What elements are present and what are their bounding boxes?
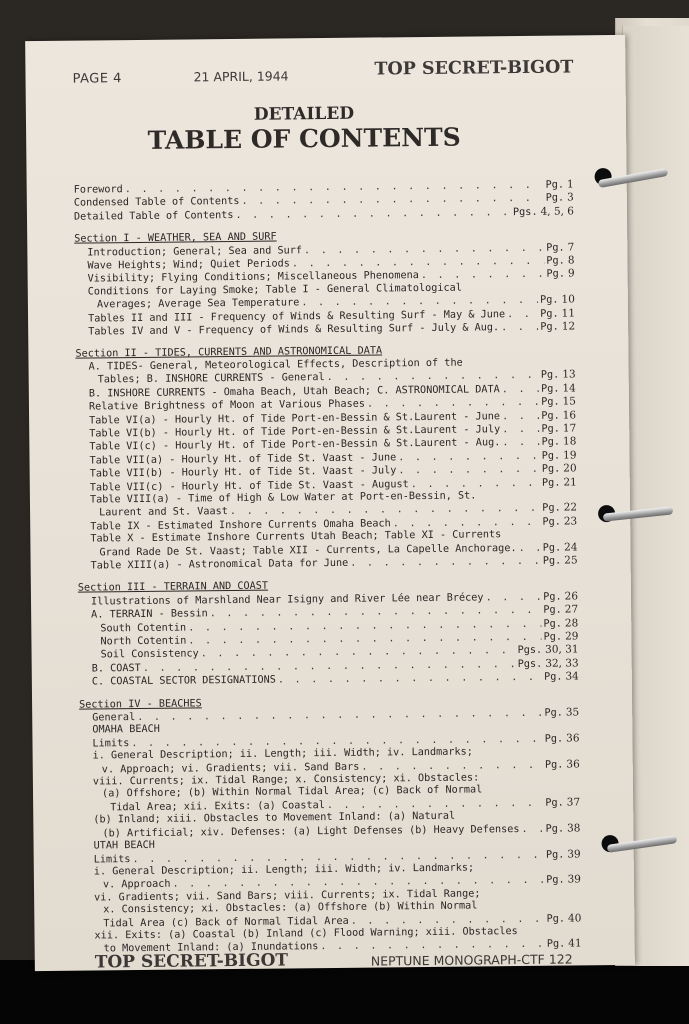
dot-leader (398, 464, 540, 478)
page-prefix: Pg. (540, 321, 559, 333)
page-prefix: Pg. (540, 383, 560, 395)
toc-entry-text: Conditions for Laying Smoke; Table I - General Climatological (87, 282, 462, 298)
page-prefix: Pg. (542, 502, 561, 515)
page-reference: 32, 33 (545, 657, 579, 670)
toc-entry-text: v. Approach; vi. Gradients; vii. Sand Bars (101, 761, 360, 776)
dot-leader (393, 517, 541, 531)
page-prefix: Pg. (541, 436, 561, 449)
page-reference: 12 (561, 320, 576, 333)
dot-leader (411, 477, 540, 491)
page-prefix: Pg. (543, 591, 562, 603)
title-table-of-contents: TABLE OF CONTENTS (147, 122, 461, 155)
dot-leader (519, 542, 541, 555)
page-reference: 37 (566, 796, 581, 809)
page-prefix: Pg. (544, 733, 564, 745)
page-prefix: Pg. (543, 604, 562, 616)
dot-leader (278, 672, 542, 687)
toc-entry-text: Grand Rade De St. Vaast; Table XII - Currents, La Capelle Anchorage. (99, 542, 517, 558)
dot-leader (501, 322, 538, 335)
page-prefix: Pg. (541, 396, 560, 408)
toc-entry-text: Table VI(c) - Hourly Ht. of Tide Port-en-Bessin & St.Laurent - Aug. (89, 437, 501, 453)
page-prefix: Pg. (546, 874, 565, 887)
dot-leader (292, 256, 545, 271)
title-detailed: DETAILED (253, 103, 355, 125)
dot-leader (361, 759, 543, 773)
page-prefix: Pgs. (517, 645, 543, 657)
page-reference: 13 (562, 368, 576, 381)
toc-entry-text: General (92, 712, 136, 724)
toc-entry-text: UTAH BEACH (93, 839, 155, 852)
page-date: 21 APRIL, 1944 (193, 68, 289, 85)
page-prefix: Pg. (540, 369, 560, 382)
page-prefix: Pg. (541, 463, 561, 475)
toc-entry-text: Laurent and St. Vaast (99, 506, 228, 519)
page-prefix: Pg. (545, 823, 565, 835)
toc-entry-text: Detailed Table of Contents (73, 209, 234, 223)
dot-leader (301, 295, 538, 310)
dot-leader (327, 370, 539, 385)
toc-entry-text: Condensed Table of Contents (73, 196, 240, 210)
page-reference: 9 (567, 267, 575, 280)
page-reference: 23 (563, 515, 578, 528)
section-heading: Section III - TERRAIN AND COAST (77, 581, 269, 595)
dot-leader (421, 269, 545, 283)
toc-entry-text: xii. Exits: (a) Coastal (b) Inland (c) Flood Warning; xiii. Obstacles (94, 925, 518, 942)
footer-classification: TOP SECRET-BIGOT (94, 950, 289, 973)
toc-entry-text: OMAHA BEACH (92, 724, 160, 736)
page-reference: 3 (567, 191, 574, 204)
page-reference: 20 (563, 462, 577, 475)
toc-entry-text: Table VII(a) - Hourly Ht. of Tide St. Vaast - June (89, 452, 397, 467)
toc-entry-text: Tables II and III - Frequency of Winds & Resulting Surf - May & June (87, 308, 506, 325)
page-prefix: Pg. (546, 255, 565, 267)
toc-entry-text: Averages; Average Sea Temperature (96, 297, 300, 311)
toc-entry-text: B. INSHORE CURRENTS - Omaha Beach, Utah Beach; C. ASTRONOMICAL DATA (88, 383, 500, 400)
toc-entry-text: (a) Offshore; (b) Within Normal Tidal Area; (c) Back of Normal (101, 784, 483, 800)
toc-entry-text: x. Consistency; xi. Obstacles: (a) Offshore (b) Within Normal (103, 900, 478, 916)
page-prefix: Pg. (546, 913, 566, 925)
page-prefix: Pg. (543, 618, 562, 630)
toc-entry-text: Tidal Area (c) Back of Normal Tidal Area (103, 915, 349, 929)
page-prefix: Pg. (545, 849, 565, 861)
toc-entry-text: Tidal Area; xii. Exits: (a) Coastal (110, 799, 325, 814)
page-prefix: Pg. (544, 759, 564, 771)
toc-entry-text: Illustrations of Marshland Near Isigny and River Lée near Brécey (90, 592, 484, 608)
page-prefix: Pg. (545, 797, 564, 809)
toc-entry-text: i. General Description; ii. Length; iii. Width; iv. Landmarks; (92, 746, 473, 762)
page-reference: 18 (562, 435, 577, 448)
toc-entry-text: Limits (93, 853, 131, 865)
page-prefix: Pg. (542, 516, 561, 528)
page-prefix: Pg. (541, 423, 560, 435)
page-prefix: Pg. (543, 631, 563, 643)
footer-monograph: NEPTUNE MONOGRAPH-CTF 122 (370, 951, 573, 969)
page-reference: 10 (561, 293, 575, 306)
toc-entry-text: (b) Inland; xiii. Obstacles to Movement Inland: (a) Natural (93, 810, 456, 826)
page-prefix: Pg. (542, 542, 562, 554)
page-reference: 8 (567, 254, 575, 267)
page-reference: 24 (564, 540, 578, 554)
page-prefix: Pg. (541, 450, 561, 462)
page-reference: 41 (568, 937, 582, 950)
page-prefix: Pg. (541, 410, 560, 422)
toc-entry-text: Table VII(c) - Hourly Ht. of Tide St. Vaast - August (89, 478, 409, 494)
dot-leader (502, 383, 539, 396)
dot-leader (398, 451, 540, 465)
toc-entry-text: i. General Description; ii. Length; iii. Width; iv. Landmarks; (93, 862, 475, 878)
page-number: PAGE 4 (72, 71, 122, 87)
page-prefix: Pg. (540, 294, 559, 307)
toc-entry-text: Tables; B. INSHORE CURRENTS - General (97, 372, 325, 386)
toc-entry-text: to Movement Inland: (a) Inundations (103, 941, 319, 955)
page-reference: 40 (567, 911, 582, 925)
page-prefix: Pg. (546, 938, 566, 951)
toc-entry-text: A. TERRAIN - Bessin (91, 608, 208, 621)
page-prefix: Pg. (546, 268, 565, 281)
page-reference: 11 (561, 307, 576, 320)
toc-entry-text: viii. Currents; ix. Tidal Range; x. Consistency; xi. Obstacles: (92, 772, 480, 788)
page-reference: 15 (562, 395, 577, 408)
toc-entry-text: Tables IV and V - Frequency of Winds & Resulting Surf - July & Aug. (88, 322, 500, 338)
page-reference: 29 (564, 630, 579, 643)
toc-entry-text: Table VI(a) - Hourly Ht. of Tide Port-en-Bessin & St.Laurent - June (89, 410, 501, 427)
dot-leader (521, 823, 543, 836)
page-reference: 7 (567, 241, 575, 254)
page-prefix: Pg. (544, 707, 563, 719)
toc-entry-text: Relative Brightness of Moon at Various Phases (88, 398, 366, 413)
toc-entry-text: (b) Artificial; xiv. Defenses: (a) Light Defenses (b) Heavy Defenses (102, 823, 520, 840)
page-reference: 21 (563, 475, 577, 489)
page-reference: 36 (566, 758, 580, 771)
dot-leader (485, 592, 541, 605)
section-heading: Section IV - BEACHES (79, 697, 202, 711)
toc-entry-text: North Cotentin (100, 635, 187, 648)
dot-leader (327, 798, 544, 813)
page-reference: 4, 5, 6 (540, 205, 575, 218)
document-page (25, 35, 635, 971)
toc-entry-text: Table VIII(a) - Time of High & Low Water at Port-en-Bessin, St. (89, 490, 477, 506)
page-prefix: Pg. (546, 242, 565, 254)
page-reference: 38 (566, 822, 581, 835)
toc-entry-text: Soil Consistency (100, 648, 199, 661)
dot-leader (350, 556, 541, 570)
page-prefix: Pg. (541, 477, 561, 489)
dot-leader (235, 207, 511, 222)
page-reference: 27 (564, 603, 579, 616)
page-reference: 39 (567, 873, 582, 886)
page-reference: 1 (566, 178, 574, 191)
toc-entry-text: v. Approach (102, 879, 171, 891)
toc-entry-text: Table X - Estimate Inshore Currents Utah Beach; Table XI - Currents (90, 529, 502, 545)
toc-entry-text: Table VI(b) - Hourly Ht. of Tide Port-en-Bessin & St.Laurent - July (89, 424, 501, 440)
page-prefix: Pg. (545, 192, 565, 205)
toc-entry-text: Table VII(b) - Hourly Ht. of Tide St. Vaast - July (89, 465, 397, 480)
page-reference: 17 (562, 422, 577, 435)
dot-leader (367, 397, 539, 411)
table-of-contents (74, 178, 582, 956)
page-prefix: Pgs. (512, 206, 538, 218)
page-reference: 25 (564, 554, 578, 567)
page-prefix: Pg. (545, 179, 565, 191)
page-reference: 14 (562, 382, 576, 395)
page-prefix: Pg. (544, 671, 563, 683)
dot-leader (502, 410, 539, 423)
page-reference: 34 (565, 670, 579, 683)
dot-leader (507, 308, 538, 321)
toc-entry-text: A. TIDES- General, Meteorological Effects, Description of the (88, 357, 463, 373)
toc-entry-text: Table IX - Estimated Inshore Currents Omaha Beach (90, 518, 391, 533)
page-reference: 19 (563, 449, 577, 462)
toc-entry-text: Table XIII(a) - Astronomical Data for June (90, 557, 349, 572)
page-reference: 22 (563, 501, 578, 514)
toc-entry-text: C. COASTAL SECTOR DESIGNATIONS (91, 674, 276, 688)
dot-leader (304, 242, 544, 257)
toc-entry-text: Limits (92, 737, 130, 750)
dot-leader (502, 424, 539, 437)
toc-entry-text: Foreword (73, 184, 123, 196)
page-reference: 16 (562, 408, 577, 422)
toc-entry-text: South Cotentin (100, 622, 187, 635)
page-prefix: Pgs. (517, 658, 543, 670)
toc-entry-text: Wave Heights; Wind; Quiet Periods (87, 258, 290, 272)
section-heading: Section I - WEATHER, SEA AND SURF (74, 231, 277, 245)
page-reference: 26 (564, 590, 579, 603)
toc-entry-text: Visibility; Flying Conditions; Miscellaneous Phenomena (87, 270, 419, 285)
page-reference: 30, 31 (545, 643, 579, 657)
toc-entry-text: vi. Gradients; vii. Sand Bars; viii. Currents; ix. Tidal Range; (94, 888, 481, 904)
page-prefix: Pg. (542, 555, 562, 567)
dot-leader (502, 437, 539, 450)
classification-header: TOP SECRET-BIGOT (374, 57, 574, 80)
section-heading: Section II - TIDES, CURRENTS AND ASTRONOMICAL DATA (75, 345, 383, 361)
toc-entry-text: B. COAST (91, 662, 141, 675)
page-reference: 39 (567, 847, 581, 861)
page-reference: 36 (566, 732, 580, 745)
toc-entry-text: Introduction; General; Sea and Surf (87, 244, 303, 259)
page-reference: 28 (564, 617, 579, 630)
page-prefix: Pg. (540, 308, 559, 320)
page-reference: 35 (565, 706, 580, 719)
